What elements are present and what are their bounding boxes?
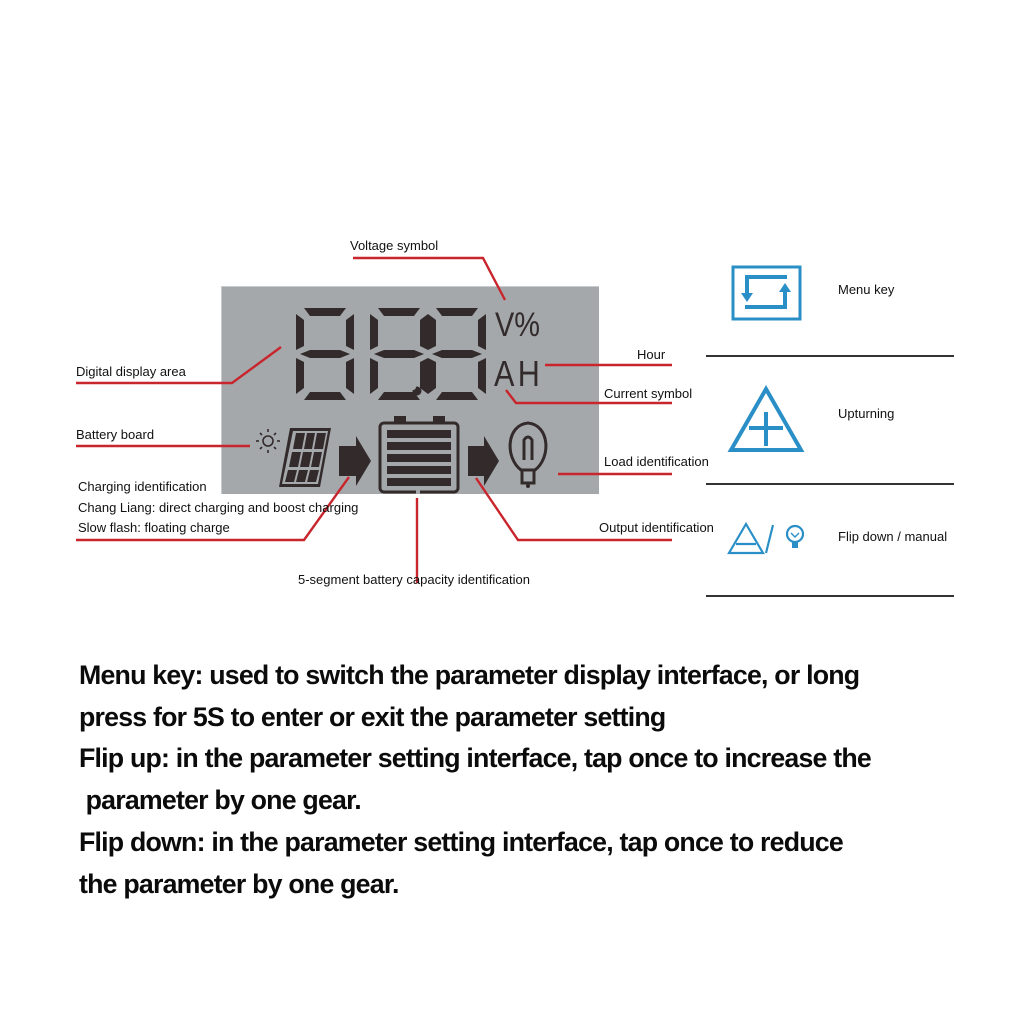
label-output-identification: Output identification (599, 520, 714, 535)
label-hour: Hour (637, 347, 666, 362)
upturning-key-label: Upturning (838, 406, 895, 421)
description-line: Menu key: used to switch the parameter display interface, or long (79, 660, 860, 690)
key-description-text (79, 655, 970, 905)
label-battery-board: Battery board (76, 427, 155, 442)
description-line: Flip down: in the parameter setting interface, tap once to reduce (79, 826, 843, 857)
description-line: press for 5S to enter or exit the parameter setting (79, 701, 666, 732)
description-line: parameter by one gear. (79, 785, 361, 816)
menu-key-label: Menu key (838, 282, 895, 297)
label-load-identification: Load identification (604, 454, 709, 469)
label-charging-steady: Chang Liang: direct charging and boost charging (78, 500, 359, 515)
flip-down-key-label: Flip down / manual (838, 529, 948, 544)
label-voltage-symbol: Voltage symbol (350, 238, 439, 253)
description-line: Flip up: in the parameter setting interface, tap once to increase the (79, 743, 871, 774)
label-digital-display-area: Digital display area (76, 364, 186, 379)
label-charging-slow-flash: Slow flash: floating charge (78, 520, 230, 535)
triangle-minus-bulb-icon (729, 524, 803, 553)
description-line: the parameter by one gear. (79, 868, 399, 899)
triangle-plus-icon (731, 389, 801, 450)
label-current-symbol: Current symbol (604, 386, 693, 401)
label-charging-identification: Charging identification (78, 479, 207, 494)
label-battery-capacity: 5-segment battery capacity identification (298, 572, 530, 587)
amp-hour-symbol: AH (494, 353, 544, 394)
voltage-percent-symbol: V% (495, 306, 540, 344)
divider-lines (706, 356, 954, 596)
menu-cycle-icon (733, 267, 800, 319)
